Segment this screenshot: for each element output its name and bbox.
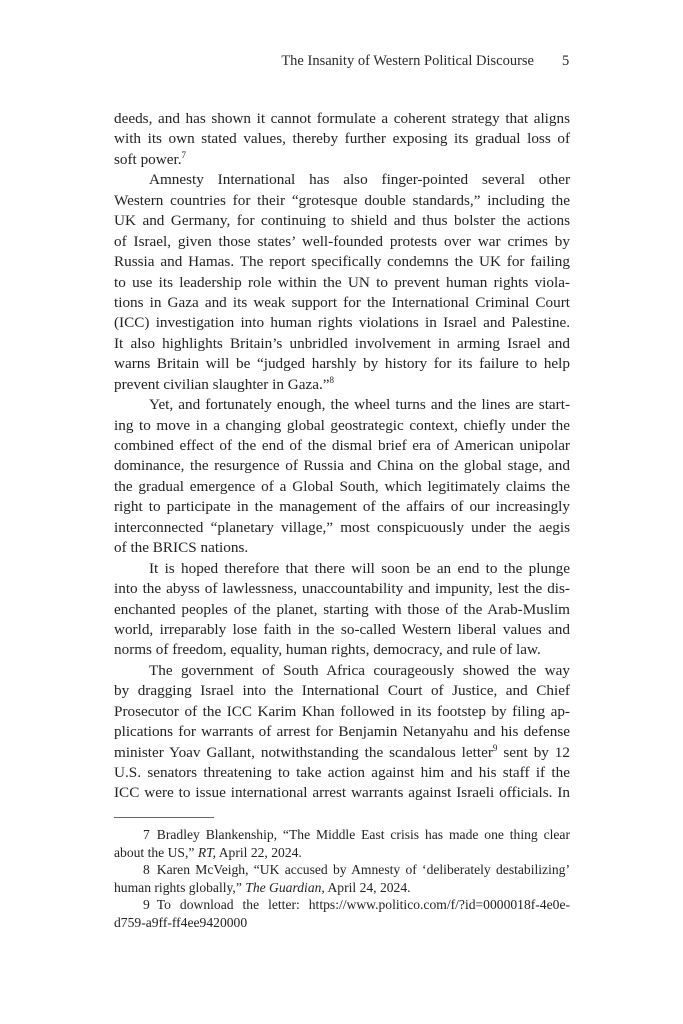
line-text: deeds, and has shown it cannot formulate a coherent strategy that aligns xyxy=(114,110,570,127)
line-text: ing to move in a changing global geostrategic context, chiefly under the xyxy=(114,416,570,434)
line-text: Amnesty International has also finger-pointed several other xyxy=(149,171,570,189)
line-text: into the abyss of lawlessness, unaccountability and impunity, lest the dis- xyxy=(114,580,570,598)
text-line xyxy=(114,518,570,538)
footnote-text: Bradley Blankenship, “The Middle East crisis has made one thing clear xyxy=(156,827,570,842)
footnote-text[interactable]: d759-a9ff-ff4ee9420000 xyxy=(114,914,248,930)
line-text: UK and Germany, for continuing to shield and thus bolster the actions xyxy=(114,212,570,230)
text-line xyxy=(114,477,570,497)
paragraph-first-line xyxy=(114,661,570,681)
footnote-number: 7 xyxy=(143,827,150,842)
page-number: 5 xyxy=(562,53,570,69)
line-text: of the BRICS nations. xyxy=(114,539,249,557)
text-line xyxy=(114,456,570,476)
text-line xyxy=(114,211,570,231)
line-text: enchanted peoples of the planet, starting with those of the Arab-Muslim xyxy=(114,600,570,618)
footnote-reference[interactable]: 9 xyxy=(492,742,498,753)
line-text: combined effect of the end of the dismal brief era of American unipolar xyxy=(114,437,570,454)
footnote-number: 8 xyxy=(143,862,150,878)
line-text: (ICC) investigation into human rights violations in Israel and Palestine. xyxy=(114,314,570,332)
line-text: Western countries for their “grotesque double standards,” including the xyxy=(114,191,570,209)
text-line xyxy=(114,150,570,170)
footnote-reference[interactable]: 7 xyxy=(181,149,186,160)
paragraph-first-line xyxy=(114,559,570,579)
text-line xyxy=(114,681,570,701)
text-line xyxy=(114,375,570,395)
line-text: dominance, the resurgence of Russia and China on the global stage, and xyxy=(114,457,570,475)
text-line xyxy=(114,620,570,640)
text-line xyxy=(114,743,570,763)
line-text: with its own stated values, thereby further exposing its gradual loss of xyxy=(114,130,570,148)
footnote-reference[interactable]: 8 xyxy=(329,374,334,385)
line-text: It also highlights Britain’s unbridled involvement in arming Israel and xyxy=(114,334,570,352)
text-line xyxy=(114,273,570,293)
publication-title: RT, xyxy=(197,844,217,860)
text-line xyxy=(114,600,570,620)
line-text: U.S. senators threatening to take action against him and his staff if the xyxy=(114,764,570,781)
line-text: to use its leadership role within the UN to prevent human rights viola- xyxy=(114,273,570,291)
text-line xyxy=(114,416,570,436)
text-line xyxy=(114,640,570,660)
text-line xyxy=(114,763,570,783)
footnote-text[interactable]: To download the letter: https://www.politico.com/f/?id=0000018f-4e0e- xyxy=(156,897,570,913)
line-text: norms of freedom, equality, human rights, democracy, and rule of law. xyxy=(114,641,541,659)
footnote-date: April 24, 2024. xyxy=(324,879,411,895)
text-line xyxy=(114,252,570,272)
line-text: The government of South Africa courageously showed the way xyxy=(149,661,570,679)
line-text: Russia and Hamas. The report specifically condemns the UK for failing xyxy=(114,253,570,271)
line-text: tions in Gaza and its weak support for the International Criminal Court xyxy=(114,293,570,311)
text-line xyxy=(114,722,570,742)
line-text: ICC were to issue international arrest warrants against Israeli officials. In xyxy=(114,784,570,802)
line-text: minister Yoav Gallant, notwithstanding the scandalous letter xyxy=(114,743,493,761)
text-line xyxy=(114,232,570,252)
text-line xyxy=(114,497,570,517)
line-text: world, irreparably lose faith in the so-called Western liberal values and xyxy=(114,620,570,638)
footnote-continuation xyxy=(114,879,570,897)
paragraph-first-line xyxy=(114,170,570,190)
text-line xyxy=(114,702,570,722)
footnote-9 xyxy=(114,896,570,914)
footnote-continuation xyxy=(114,844,570,862)
footnote-date: April 22, 2024. xyxy=(216,844,302,860)
line-text: right to participate in the management of the affairs of our increasingly xyxy=(114,498,570,516)
text-line xyxy=(114,313,570,333)
line-text: interconnected “planetary village,” most conspicuously under the aegis xyxy=(114,518,570,536)
text-line xyxy=(114,436,570,456)
text-line xyxy=(114,579,570,599)
line-text: plications for warrants of arrest for Benjamin Netanyahu and his defense xyxy=(114,723,570,741)
line-text: the gradual emergence of a Global South, which legitimately claims the xyxy=(114,477,570,495)
text-line xyxy=(114,334,570,354)
footnote-text: human rights globally,” xyxy=(114,879,246,895)
line-text: of Israel, given those states’ well-founded protests over war crimes by xyxy=(114,232,570,250)
line-text: It is hoped therefore that there will soon be an end to the plunge xyxy=(149,559,570,577)
running-head-title: The Insanity of Western Political Discourse xyxy=(281,53,534,69)
running-head xyxy=(0,53,683,73)
text-line xyxy=(114,783,570,803)
line-text: prevent civilian slaughter in Gaza.” xyxy=(114,375,330,393)
text-line xyxy=(114,191,570,211)
footnote-text: Karen McVeigh, “UK accused by Amnesty of ‘deliberately destabilizing’ xyxy=(156,862,570,878)
line-text: Prosecutor of the ICC Karim Khan followed in its footstep by filing ap- xyxy=(114,702,570,720)
publication-title: The Guardian, xyxy=(245,879,325,895)
footnotes xyxy=(114,826,570,932)
footnote-separator xyxy=(114,817,214,818)
line-text: by dragging Israel into the International Court of Justice, and Chief xyxy=(114,682,570,700)
line-text: soft power. xyxy=(114,150,182,168)
text-line xyxy=(114,293,570,313)
footnote-number: 9 xyxy=(143,897,150,913)
paragraph-first-line xyxy=(114,395,570,415)
line-text: warns Britain will be “judged harshly by history for its failure to help xyxy=(114,355,570,373)
footnote-continuation xyxy=(114,914,570,932)
footnote-8 xyxy=(114,861,570,879)
footnote-7 xyxy=(114,826,570,844)
text-line xyxy=(114,538,570,558)
line-text: Yet, and fortunately enough, the wheel turns and the lines are start- xyxy=(149,396,570,414)
footnote-text: about the US,” xyxy=(114,844,198,860)
line-text-continued: sent by 12 xyxy=(497,743,570,761)
text-line xyxy=(114,354,570,374)
text-line xyxy=(114,129,570,149)
body-text xyxy=(114,109,570,804)
text-line xyxy=(114,109,570,129)
